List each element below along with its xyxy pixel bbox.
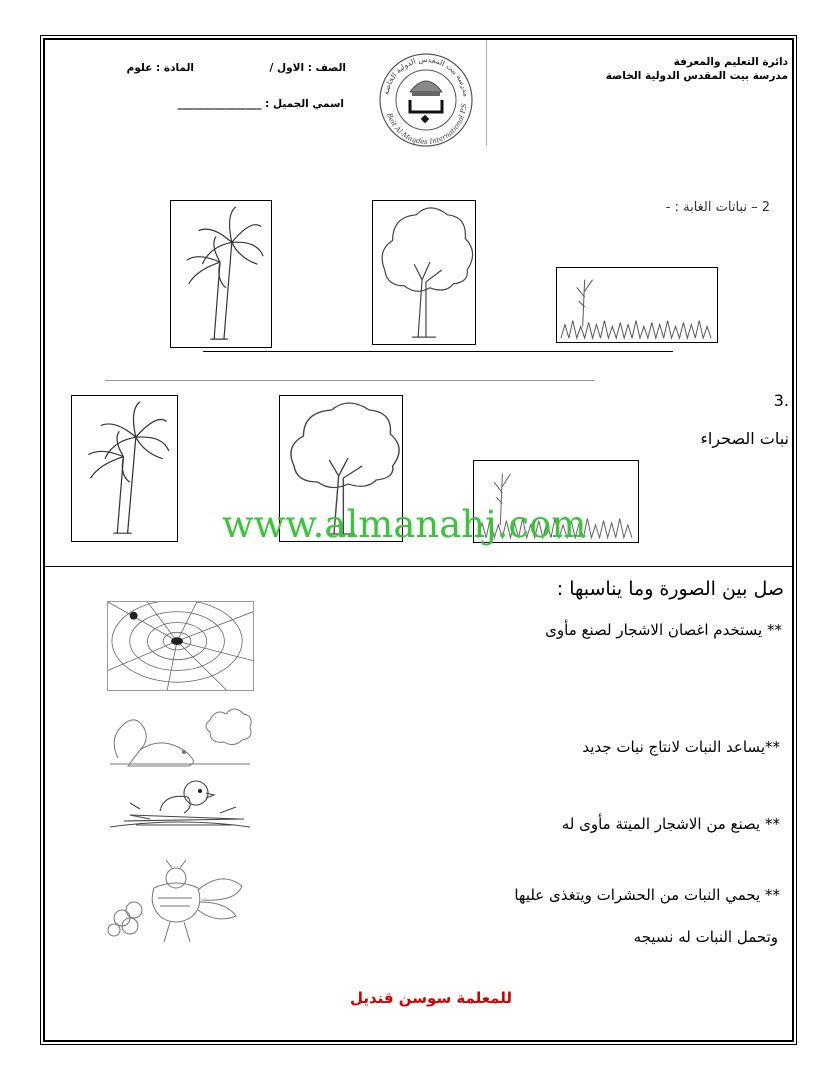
watermark: www.almanahj.com [222,503,587,546]
section3-number: .3 [773,391,789,410]
squirrel-image [100,700,260,770]
matching-item-1: ** يستخدم اغصان الاشجار لصنع مأوى [545,621,782,639]
answer-line-1 [203,351,673,352]
matching-item-4-line2: وتحمل النبات له نسيجه [633,928,778,946]
section2-title: 2 – نباتات الغابة : - [665,200,770,215]
department-name: دائرة التعليم والمعرفة [673,56,788,68]
logo-text-bottom: Beit Al-Maqdes International P.S [385,103,469,147]
palm-tree-image-2 [71,395,178,542]
school-name: مدرسة بيت المقدس الدولية الخاصة [605,70,788,82]
section3-title: نبات الصحراء [700,429,789,448]
matching-item-2: **يساعد النبات لانتاج نبات جديد [582,738,780,756]
header-divider [486,40,487,145]
bird-nest-image [100,775,260,835]
matching-title: صل بين الصورة وما يناسبها : [556,578,784,600]
grass-image [556,267,718,343]
section-divider [44,566,793,567]
oak-tree-image [372,200,476,345]
class-label: الصف : الاول / [269,62,346,74]
matching-item-4: ** يحمي النبات من الحشرات ويتغذى عليها [514,886,780,904]
answer-line-2 [105,380,595,381]
palm-tree-image [170,200,272,348]
subject-label: المادة : علوم [126,62,194,74]
bee-image [100,858,260,948]
name-field-label: اسمي الجميل : ________________ [177,98,344,110]
matching-item-3: ** يصنع من الاشجار الميتة مأوى له [561,815,780,833]
school-logo [372,52,480,148]
logo-text-top: مدرسة بيت المقدس الدولية الخاصة [381,54,471,98]
spider-web-image [107,601,254,691]
teacher-name: للمعلمة سوسن قنديل [349,989,512,1007]
